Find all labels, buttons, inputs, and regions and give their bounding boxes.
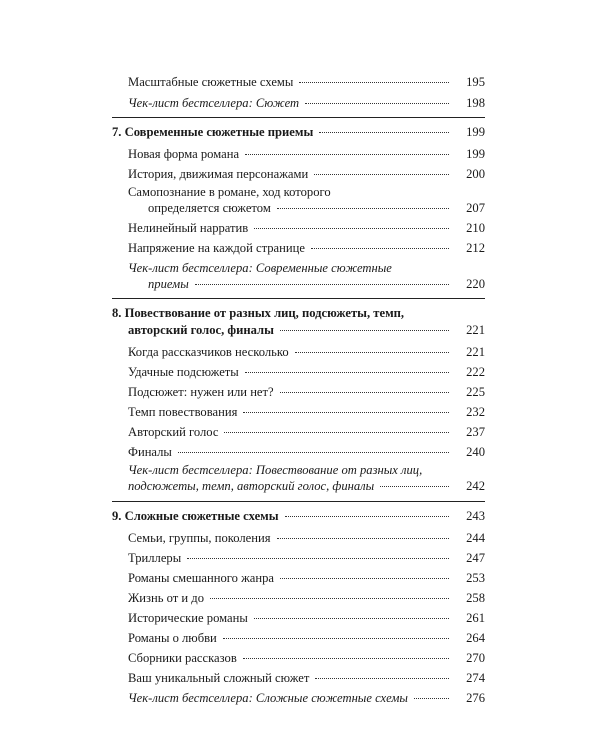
toc-entry-page: 195	[466, 75, 485, 89]
leader-dots	[277, 538, 449, 539]
leader-dots	[223, 638, 449, 639]
leader-dots	[195, 284, 449, 285]
toc-entry-page: 220	[466, 277, 485, 291]
toc-entry-title: Ваш уникальный сложный сюжет	[128, 671, 310, 685]
toc-entry[interactable]	[128, 145, 485, 163]
toc-entry-title-line2: приемы	[148, 277, 189, 291]
toc-entry-title: Жизнь от и до	[128, 591, 205, 605]
toc-entry-title: Подсюжет: нужен или нет?	[128, 385, 274, 399]
leader-dots	[311, 248, 449, 249]
leader-dots	[319, 132, 449, 133]
toc-entry[interactable]	[128, 443, 485, 461]
toc-chapter-page: 199	[466, 125, 485, 139]
toc-entry-page: 200	[466, 167, 485, 181]
section-divider	[112, 501, 485, 502]
toc-entry-title: Семьи, группы, поколения	[128, 531, 271, 545]
leader-dots	[280, 392, 449, 393]
toc-entry-page: 274	[466, 671, 485, 685]
toc-entry-page: 242	[466, 479, 485, 493]
leader-dots	[314, 174, 449, 175]
toc-entry-title: Когда рассказчиков несколько	[128, 345, 289, 359]
toc-chapter-page: 243	[466, 509, 485, 523]
toc-entry-page: 258	[466, 591, 485, 605]
toc-entry-title: Романы смешанного жанра	[128, 571, 274, 585]
toc-entry[interactable]	[128, 549, 485, 567]
toc-entry-title-line2: подсюжеты, темп, авторский голос, финалы	[128, 479, 375, 493]
toc-entry-checklist[interactable]	[128, 94, 485, 112]
leader-dots	[210, 598, 449, 599]
toc-entry-page: 270	[466, 651, 485, 665]
section-divider	[112, 298, 485, 299]
leader-dots	[187, 558, 449, 559]
toc-entry[interactable]	[128, 649, 485, 667]
toc-entry-title-line1: Чек-лист бестселлера: Повествование от разных лиц,	[128, 463, 423, 477]
leader-dots	[254, 228, 449, 229]
toc-entry-title: Чек-лист бестселлера: Сюжет	[128, 96, 300, 110]
toc-entry-title: Финалы	[128, 445, 172, 459]
toc-chapter-page: 221	[466, 323, 485, 337]
toc-entry[interactable]	[128, 569, 485, 587]
toc-entry-page: 261	[466, 611, 485, 625]
toc-entry-page: 210	[466, 221, 485, 235]
toc-entry-page: 244	[466, 531, 485, 545]
toc-entry-checklist[interactable]	[148, 275, 485, 293]
leader-dots	[299, 82, 449, 83]
leader-dots	[295, 352, 449, 353]
leader-dots	[280, 330, 449, 331]
toc-entry-page: 212	[466, 241, 485, 255]
toc-entry-page: 198	[466, 96, 485, 110]
leader-dots	[315, 678, 449, 679]
toc-entry-page: 276	[466, 691, 485, 705]
toc-chapter-title: 7. Современные сюжетные приемы	[112, 125, 314, 139]
leader-dots	[277, 208, 449, 209]
toc-entry-page: 240	[466, 445, 485, 459]
toc-entry[interactable]	[128, 165, 485, 183]
leader-dots	[254, 618, 449, 619]
toc-entry-title: Напряжение на каждой странице	[128, 241, 305, 255]
toc-entry[interactable]	[128, 219, 485, 237]
toc-chapter[interactable]	[112, 123, 485, 141]
toc-entry[interactable]	[128, 609, 485, 627]
toc-entry-title: Чек-лист бестселлера: Сложные сюжетные схемы	[128, 691, 408, 705]
toc-entry[interactable]	[128, 363, 485, 381]
toc-entry[interactable]	[128, 629, 485, 647]
leader-dots	[414, 698, 449, 699]
toc-entry[interactable]	[128, 73, 485, 91]
toc-entry-title: Новая форма романа	[128, 147, 240, 161]
leader-dots	[245, 372, 449, 373]
leader-dots	[285, 516, 449, 517]
toc-entry-title: Нелинейный нарратив	[128, 221, 249, 235]
leader-dots	[243, 412, 449, 413]
toc-chapter-title: 9. Сложные сюжетные схемы	[112, 509, 279, 523]
toc-entry-checklist[interactable]	[128, 477, 485, 495]
toc-entry-title: Масштабные сюжетные схемы	[128, 75, 294, 89]
toc-entry-page: 264	[466, 631, 485, 645]
leader-dots	[224, 432, 449, 433]
toc-entry-page: 253	[466, 571, 485, 585]
toc-entry-checklist[interactable]	[128, 689, 485, 707]
leader-dots	[280, 578, 449, 579]
toc-entry-page: 247	[466, 551, 485, 565]
toc-entry[interactable]	[128, 383, 485, 401]
toc-entry[interactable]	[128, 669, 485, 687]
toc-entry-title: История, движимая персонажами	[128, 167, 309, 181]
toc-entry-title-line2: определяется сюжетом	[148, 201, 271, 215]
leader-dots	[380, 486, 449, 487]
toc-entry-page: 221	[466, 345, 485, 359]
toc-entry-title: Исторические романы	[128, 611, 248, 625]
section-divider	[112, 117, 485, 118]
toc-entry-page: 232	[466, 405, 485, 419]
toc-entry-title-line1: Чек-лист бестселлера: Современные сюжетные	[128, 261, 392, 275]
toc-entry-title: Триллеры	[128, 551, 182, 565]
toc-entry[interactable]	[128, 529, 485, 547]
toc-chapter-title-line2: авторский голос, финалы	[128, 323, 274, 337]
toc-entry-page: 199	[466, 147, 485, 161]
toc-entry[interactable]	[128, 343, 485, 361]
toc-entry-page: 222	[466, 365, 485, 379]
toc-entry-title: Авторский голос	[128, 425, 219, 439]
toc-chapter[interactable]	[112, 507, 485, 525]
toc-entry-page: 207	[466, 201, 485, 215]
toc-entry[interactable]	[148, 199, 485, 217]
toc-entry-title: Темп повествования	[128, 405, 238, 419]
toc-entry-title: Сборники рассказов	[128, 651, 237, 665]
leader-dots	[305, 103, 449, 104]
leader-dots	[245, 154, 449, 155]
leader-dots	[178, 452, 449, 453]
toc-entry-page: 225	[466, 385, 485, 399]
leader-dots	[243, 658, 449, 659]
toc-entry[interactable]	[128, 403, 485, 421]
toc-entry-title: Удачные подсюжеты	[128, 365, 239, 379]
toc-entry-page: 237	[466, 425, 485, 439]
toc-chapter-title-line1: 8. Повествование от разных лиц, подсюжеты, темп,	[112, 306, 405, 320]
toc-entry-title: Романы о любви	[128, 631, 217, 645]
toc-chapter[interactable]	[128, 321, 485, 339]
toc-entry-title-line1: Самопознание в романе, ход которого	[128, 185, 331, 199]
toc-entry[interactable]	[128, 423, 485, 441]
toc-entry[interactable]	[128, 239, 485, 257]
toc-entry[interactable]	[128, 589, 485, 607]
